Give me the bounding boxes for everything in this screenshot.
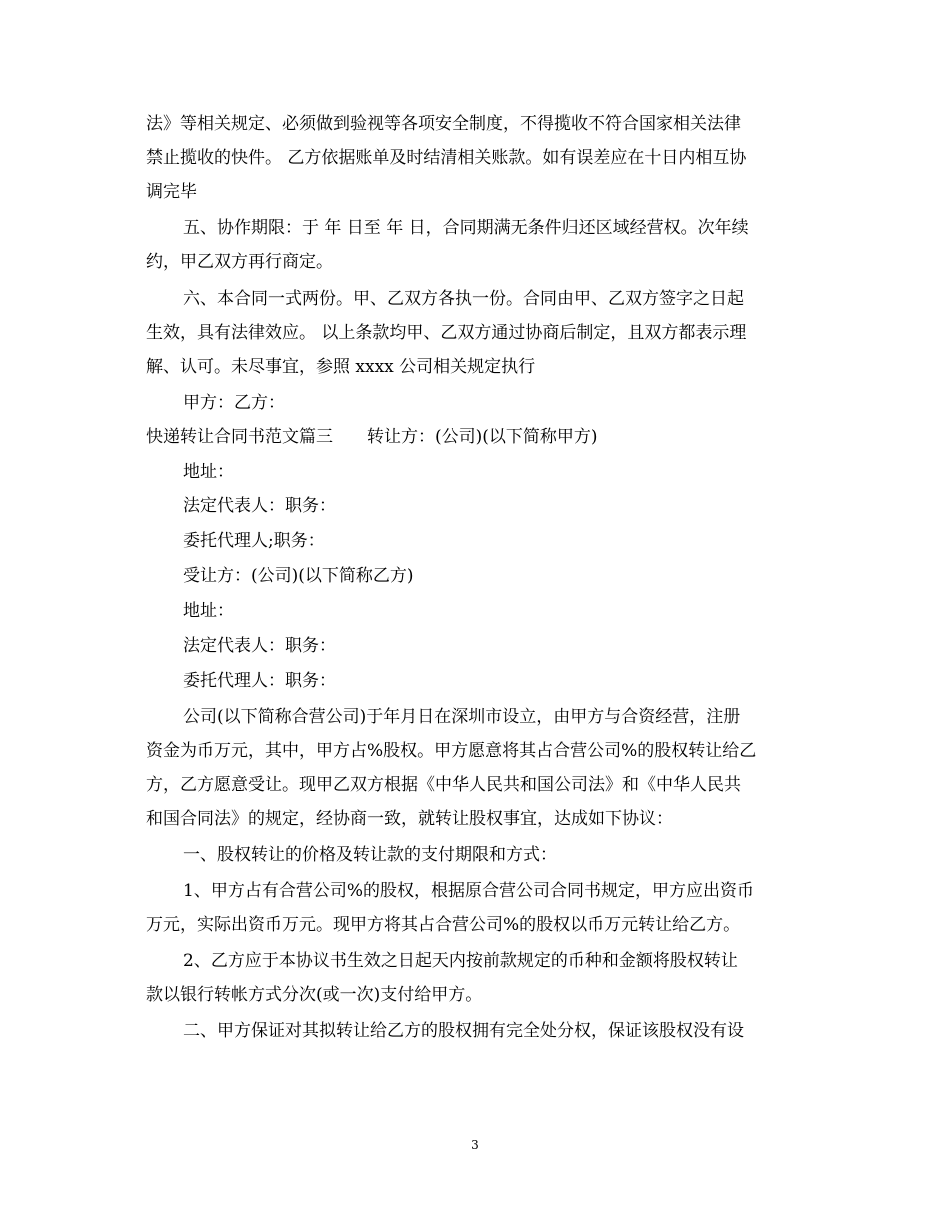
signature-line: 甲方：乙方：: [183, 393, 285, 413]
text-line: 禁止揽收的快件。 乙方依据账单及时结清相关账款。如有误差应在十日内相互协: [146, 148, 747, 168]
text-line: 地址：: [183, 462, 234, 482]
text-line: 法定代表人：职务：: [183, 496, 336, 516]
text-line: 1、甲方占有合营公司%的股权，根据原合营公司合同书规定，甲方应出资币: [183, 881, 754, 901]
text-line: 解、认可。未尽事宜，参照 xxxx 公司相关规定执行: [146, 357, 536, 377]
page-number: 3: [471, 1138, 479, 1152]
text-line: 款以银行转帐方式分次(或一次)支付给甲方。: [146, 985, 483, 1005]
section-heading: 快递转让合同书范文篇三 转让方：(公司)(以下简称甲方): [146, 427, 598, 447]
text-line: 万元，实际出资币万元。现甲方将其占合营公司%的股权以币万元转让给乙方。: [146, 915, 741, 935]
text-line: 公司(以下简称合营公司)于年月日在深圳市设立，由甲方与合资经营，注册: [183, 707, 741, 727]
text-line: 调完毕: [146, 182, 197, 202]
text-line: 委托代理人：职务：: [183, 671, 336, 691]
text-line: 和国合同法》的规定，经协商一致，就转让股权事宜，达成如下协议：: [146, 809, 673, 829]
text-line: 法定代表人：职务：: [183, 636, 336, 656]
text-line: 2、乙方应于本协议书生效之日起天内按前款规定的币种和金额将股权转让: [183, 951, 738, 971]
text-line: 二、甲方保证对其拟转让给乙方的股权拥有完全处分权，保证该股权没有设: [183, 1021, 744, 1041]
text-line: 地址：: [183, 601, 234, 621]
text-line: 一、股权转让的价格及转让款的支付期限和方式：: [183, 845, 557, 865]
text-line: 生效，具有法律效应。 以上条款均甲、乙双方通过协商后制定，且双方都表示理: [146, 323, 747, 343]
text-line: 资金为币万元，其中，甲方占%股权。甲方愿意将其占合营公司%的股权转让给乙: [146, 741, 757, 761]
text-line: 六、本合同一式两份。甲、乙双方各执一份。合同由甲、乙双方签字之日起: [183, 289, 744, 309]
text-line: 五、协作期限：于 年 日至 年 日，合同期满无条件归还区域经营权。次年续: [183, 218, 749, 238]
text-line: 约，甲乙双方再行商定。: [146, 252, 333, 272]
text-line: 委托代理人;职务：: [183, 531, 325, 551]
text-line: 法》等相关规定、必须做到验视等各项安全制度，不得揽收不符合国家相关法律: [146, 114, 741, 134]
text-line: 方，乙方愿意受让。现甲乙双方根据《中华人民共和国公司法》和《中华人民共: [146, 775, 741, 795]
text-line: 受让方：(公司)(以下简称乙方): [183, 566, 414, 586]
